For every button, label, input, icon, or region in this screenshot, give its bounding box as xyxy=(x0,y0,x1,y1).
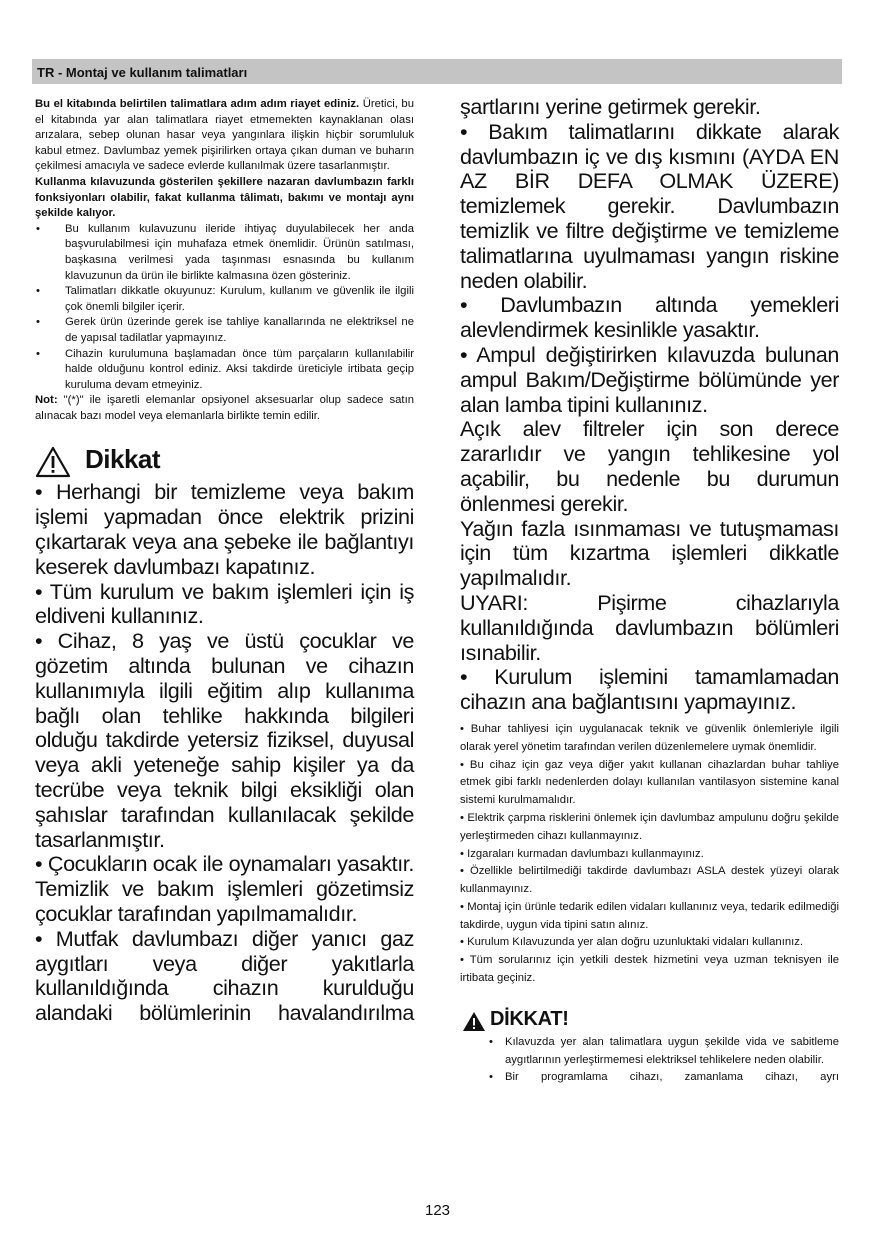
intro-paragraph xyxy=(35,97,414,175)
optional-note xyxy=(35,393,414,424)
intro-text: Üretici, bu el kitabında yar alan talimatlara riayet etmemekten kaynaklanan olası arızalara, sebep olunan hasar veya yangınlara ilişkin hiçbir sorumluluk kabul etmez. Davlumbaz yemek pişirilirken ortaya çıkan duman ve buharın çekilmesi amacıyla ve sadece evlerde kullanılmak üzere tasarlanmıştır. xyxy=(35,98,414,173)
warning-paragraph: Yağın fazla ısınmaması ve tutuşmaması için tüm kızartma işlemleri dikkatle yapılmalıdır. xyxy=(460,515,839,591)
dikkat-paragraph: • Çocukların ocak ile oynamaları yasaktır. Temizlik ve bakım işlemleri gözetimsiz çocuklar tarafından yapılmamalıdır. xyxy=(35,851,414,927)
warning-paragraph: • Bakım talimatlarını dikkate alarak davlumbazın iç ve dış kısmını (AYDA EN AZ BİR DEFA OLMAK ÜZERE) temizlemek gerekir. Davlumbazın temizlik ve filtre değiştirme ve temizleme talimatlarına uyulmaması yangın riskine neden olabilir. xyxy=(460,118,839,293)
warning-paragraph: Açık alev filtreler için son derece zararlıdır ve yangın tehlikesine yol açabilir, bu nedenle bu durumun önlenmesi gerekir. xyxy=(460,416,839,516)
dikkat-heading xyxy=(35,444,414,480)
safety-paragraph: • Tüm sorularınız için yetkili destek hizmetini veya uzman teknisyen ile irtibata geçiniz. xyxy=(460,954,839,985)
list-item: • Gerek ürün üzerinde gerek ise tahliye kanallarında ne elektriksel ne de yapısal tadilatlar yapmayınız. xyxy=(35,315,414,346)
right-column xyxy=(460,95,839,1087)
page-number: 123 xyxy=(424,1202,451,1219)
safety-paragraph: • Montaj için ürünle tedarik edilen vidaları kullanınız veya, tedarik edilmediği takdirde, uygun vida tipini satın alınız. xyxy=(460,900,839,931)
dikkat-paragraph: • Cihaz, 8 yaş ve üstü çocuklar ve gözetim altında bulunan ve cihazın kullanımıyla ilgili eğitim alıp kullanıma bağlı olan tehlike hakkında bilgileri olduğu takdirde yetersiz fiziksel, duyusal veya akli yeteneğe sahip kişiler ya da tecrübe veya teknik bilgi eksikliği olan şahıslar tarafından kullanılacak şekilde tasarlanmıştır. xyxy=(35,628,414,852)
general-bullet-list xyxy=(35,222,414,394)
dikkat-title: Dikkat xyxy=(85,444,161,475)
section-header xyxy=(32,59,842,84)
dikkat-paragraph: • Herhangi bir temizleme veya bakım işlemi yapmadan önce elektrik prizini çıkartarak veya ana şebeke ile bağlantıyı keserek davlumbazı kapatınız. xyxy=(35,479,414,579)
list-item: • Talimatları dikkatle okuyunuz: Kurulum, kullanım ve güvenlik ile ilgili çok önemli bilgiler içerir. xyxy=(35,284,414,315)
dikkat-title-2: DİKKAT! xyxy=(490,1007,569,1030)
list-item: • Bir programlama cihazı, zamanlama cihazı, ayrı xyxy=(460,1069,839,1087)
left-column xyxy=(35,97,414,1026)
list-item: • Kılavuzda yer alan talimatlara uygun şekilde vida ve sabitleme aygıtlarının yerleştirmemesi elektriksel tehlikelere neden olabilir. xyxy=(460,1034,839,1070)
safety-paragraph: • Kurulum Kılavuzunda yer alan doğru uzunluktaki vidaları kullanınız. xyxy=(460,936,804,949)
warning-icon xyxy=(35,446,71,478)
list-item: • Cihazin kurulumuna başlamadan önce tüm parçaların kullanılabilir halde olduğunu kontrol ediniz. Aksi takdirde üreticiyle irtibata geçip kuruluma devam etmeyiniz. xyxy=(35,347,414,394)
intro-bold: Bu el kitabında belirtilen talimatlara adım adım riayet ediniz. xyxy=(35,98,360,110)
dikkat-bullet-list xyxy=(460,1034,839,1087)
safety-paragraph: • Izgaraları kurmadan davlumbazı kullanmayınız. xyxy=(460,847,704,860)
dikkat-heading-2 xyxy=(460,1006,839,1034)
note-text: "(*)" ile işaretli elemanlar opsiyonel aksesuarlar olup sadece satın alınacak bazı model veya elemanlarla birlikte temin edilir. xyxy=(35,394,414,422)
section-title: TR - Montaj ve kullanım talimatları xyxy=(37,65,248,80)
figures-note: Kullanma kılavuzunda gösterilen şekillere nazaran davlumbazın farklı fonksiyonları olabilir, fakat kullanma tâlimatı, bakımı ve montajı aynı şekilde kalıyor. xyxy=(35,175,414,220)
warning-paragraph: • Davlumbazın altında yemekleri alevlendirmek kesinlikle yasaktır. xyxy=(460,292,839,343)
safety-paragraph: • Buhar tahliyesi için uygulanacak teknik ve güvenlik önlemleriyle ilgili olarak yerel yönetim tarafından verilen düzenlemelere uymak önemlidir. xyxy=(460,722,839,753)
safety-paragraph: • Özellikle belirtilmediği takdirde davlumbazı ASLA destek yüzeyi olarak kullanmayınız. xyxy=(460,865,839,896)
warning-paragraph: • Ampul değiştirirken kılavuzda bulunan ampul Bakım/Değiştirme bölümünde yer alan lamba tipini kullanınız. xyxy=(460,341,839,417)
dikkat-paragraph: • Mutfak davlumbazı diğer yanıcı gaz aygıtları veya diğer yakıtlarla kullanıldığında cihazın kurulduğu alandaki bölümlerinin havalandırılma xyxy=(35,925,414,1026)
warning-paragraph: şartlarını yerine getirmek gerekir. xyxy=(460,94,761,119)
note-label: Not: xyxy=(35,394,58,407)
warning-paragraph: • Kurulum işlemini tamamlamadan cihazın ana bağlantısını yapmayınız. xyxy=(460,664,839,715)
warning-icon xyxy=(462,1011,486,1032)
dikkat-paragraph: • Tüm kurulum ve bakım işlemleri için iş eldiveni kullanınız. xyxy=(35,578,414,629)
safety-paragraph: • Elektrik çarpma risklerini önlemek için davlumbaz ampulunu doğru şekilde yerleştirmeden cihazı kullanmayınız. xyxy=(460,811,839,842)
safety-paragraph: • Bu cihaz için gaz veya diğer yakıt kullanan cihazlardan buhar tahliye etmek gibi farklı nedenlerden dolayı kullanılan vantilasyon sistemine kanal sistemi kurulmamalıdır. xyxy=(460,758,839,807)
warning-paragraph: UYARI: Pişirme cihazlarıyla kullanıldığında davlumbazın bölümleri ısınabilir. xyxy=(460,589,839,665)
list-item: • Bu kullanım kulavuzunu ileride ihtiyaç duyulabilecek her anda başvurulabilmesi için muhafaza etmek önemlidir. Ürünün satılması, başkasına verilmesi yada taşınması esnasında bu kullanım klavuzunun da ürün ile birlikte kalmasına özen gösteriniz. xyxy=(35,222,414,284)
